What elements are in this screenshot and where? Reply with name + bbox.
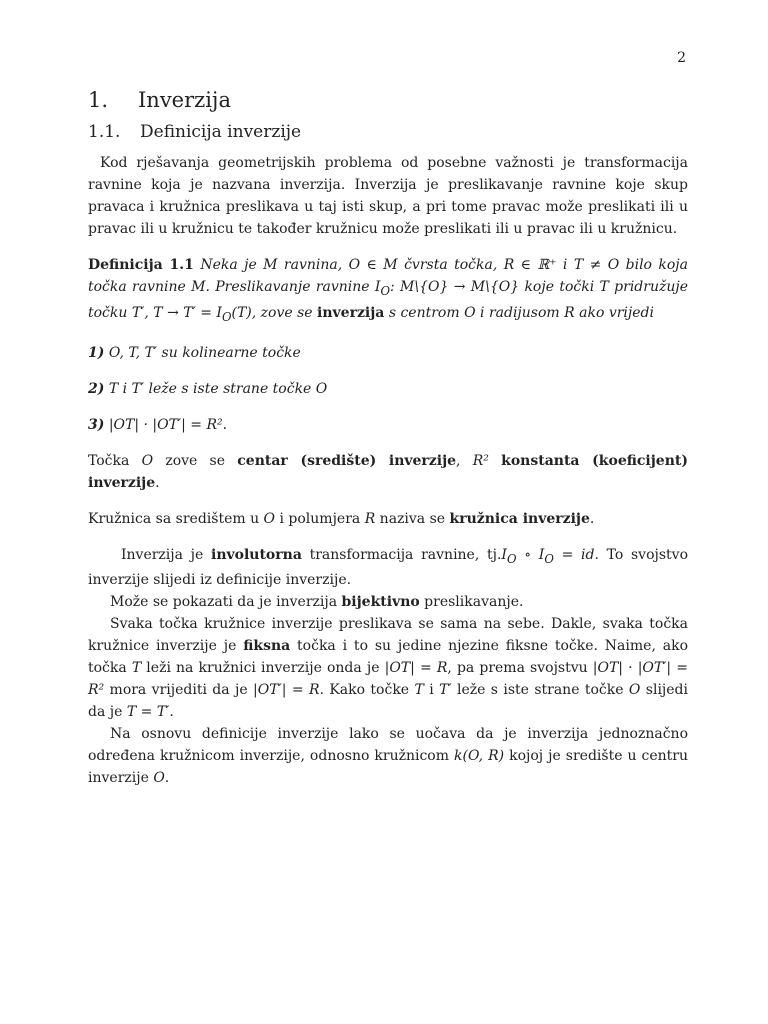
- section-number: 1.1.: [88, 122, 121, 142]
- section-heading: [88, 122, 688, 142]
- involution-paragraph: Inverzija je involutorna transformacija ravnine, $tj.I_O$ ∘ $I_O$ = id. To svojstvo inverzije slijedi iz definicije inverzije.: [88, 546, 688, 589]
- page-number: 2: [677, 50, 686, 66]
- condition-item: 1) O, T, T′ su kolinearne točke: [88, 344, 301, 361]
- chapter-heading: [88, 88, 688, 112]
- section-title: Definicija inverzije: [140, 122, 302, 142]
- circle-paragraph: Kružnica sa središtem u O i polumjera R naziva se kružnica inverzije.: [88, 510, 595, 527]
- definition-label: Definicija 1.1: [88, 257, 194, 273]
- page-content: [88, 88, 688, 789]
- chapter-number: 1.: [88, 88, 109, 112]
- intro-paragraph: Kod rješavanja geometrijskih problema od posebne važnosti je transformacija ravnine koja je nazvana inverzija. Inverzija je preslikavanje ravnine koje skup pravaca i kružnica preslikava u taj isti skup, a pri tome pravac može preslikati ili u pravac ili u kružnicu te također kružnicu može preslikati ili u pravac ili u kružnicu.: [88, 155, 688, 237]
- definition-paragraph: [88, 254, 688, 328]
- definition-term: inverzija: [317, 304, 385, 321]
- final-paragraph: Na osnovu definicije inverzije lako se uočava da je inverzija jednoznačno određena kružnicom inverzije, odnosno kružnicom k(O, R) kojoj je središte u centru inverzije O.: [88, 726, 688, 787]
- chapter-title: Inverzija: [138, 88, 231, 112]
- fixed-points-paragraph: Svaka točka kružnice inverzije preslikava se sama na sebe. Dakle, svaka točka kružnice inverzije je fiksna točka i to su jedine njezine fiksne točke. Naime, ako točka T leži na kružnici inverzije onda je |OT| = R, pa prema svojstvu |OT| · |OT′| = R² mora vrijediti da je |OT′| = R. Kako točke T i T′ leže s iste strane točke O slijedi da je T = T′.: [88, 616, 688, 721]
- bijective-paragraph: Može se pokazati da je inverzija bijektivno preslikavanje.: [110, 594, 524, 611]
- center-paragraph: Točka O zove se centar (središte) inverzije, R² konstanta (koeficijent) inverzije.: [88, 452, 688, 491]
- condition-item: 3) |OT| · |OT′| = R².: [88, 416, 228, 433]
- definition-body: Neka je M ravnina, O ∈ M čvrsta točka, R ∈ ℝ⁺ i T ≠ O bilo koja točka ravnine M. Preslikavanje ravnine $I_O$: M\{O} → M\{O} koje točki T pridružuje točku T′, $T \to T' = I_O(T)$, zove se inverzija s centrom O i radijusom R ako vrijedi: [88, 257, 688, 324]
- condition-item: 2) T i T′ leže s iste strane točke O: [88, 380, 328, 397]
